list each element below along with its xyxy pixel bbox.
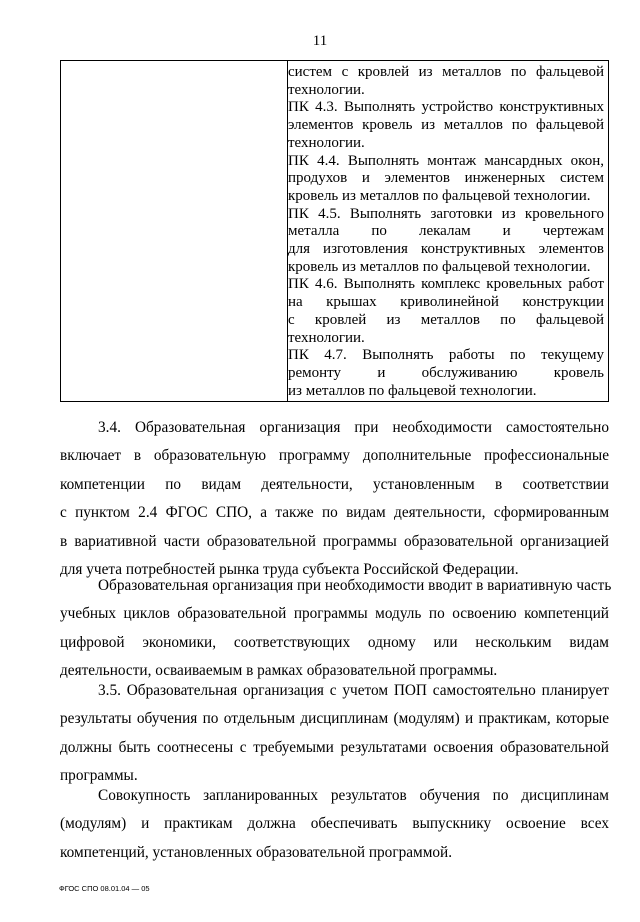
- competency-line: ПК 4.4. Выполнять монтаж мансардных окон,: [288, 152, 604, 169]
- competency-item: [288, 99, 604, 152]
- competency-item: [288, 206, 604, 277]
- competency-line: ПК 4.7. Выполнять работы по текущему: [288, 347, 604, 364]
- competency-line: ПК 4.6. Выполнять комплекс кровельных работ: [288, 276, 604, 293]
- paragraph-line: Образовательная организация при необходимости вводит в вариативную часть: [98, 577, 612, 594]
- competency-line: с кровлей из металлов по фальцевой: [288, 311, 604, 328]
- competency-line: элементов кровель из металлов по фальцевой: [288, 117, 604, 134]
- competency-line: технологии.: [288, 329, 365, 346]
- paragraph-line: компетенции по видам деятельности, установленным в соответствии: [60, 475, 609, 493]
- paragraph-line: 3.5. Образовательная организация с учетом ПОП самостоятельно планирует: [98, 682, 609, 699]
- competency-item: [288, 64, 604, 99]
- competency-line: ПК 4.3. Выполнять устройство конструктивных: [288, 99, 604, 116]
- paragraph-line: в вариативной части образовательной программы образовательной организацией: [60, 532, 609, 550]
- paragraph-line: компетенций, установленных образовательной программой.: [60, 843, 453, 861]
- competency-line: систем с кровлей из металлов по фальцевой: [288, 64, 604, 80]
- competency-line: продухов и элементов инженерных систем: [288, 170, 604, 187]
- paragraph-line: деятельности, осваиваемым в рамках образовательной программы.: [60, 662, 498, 680]
- competency-line: технологии.: [288, 81, 365, 98]
- competency-line: из металлов по фальцевой технологии.: [288, 382, 537, 399]
- table-right-cell: [288, 64, 604, 400]
- competency-item: [288, 276, 604, 347]
- competency-line: кровель из металлов по фальцевой технологии.: [288, 187, 591, 204]
- competency-table: [60, 60, 609, 402]
- competency-line: кровель из металлов по фальцевой технологии.: [288, 258, 591, 275]
- footer-doc-code: ФГОС СПО 08.01.04 — 05: [59, 884, 150, 893]
- paragraph-3-4: [60, 414, 609, 584]
- paragraph-line: (модулям) и практикам должна обеспечивать выпускнику освоение всех: [60, 815, 609, 833]
- competency-item: [288, 153, 604, 206]
- competency-line: ремонту и обслуживанию кровель: [288, 364, 604, 381]
- paragraph-line: для учета потребностей рынка труда субъекта Российской Федерации.: [60, 561, 519, 579]
- paragraph-line: цифровой экономики, соответствующих одному или нескольким видам: [60, 633, 609, 651]
- competency-item: [288, 347, 604, 400]
- competency-line: металла по лекалам и чертежам: [288, 223, 604, 240]
- competency-line: на крышах криволинейной конструкции: [288, 294, 604, 311]
- paragraph-3-5: [60, 677, 609, 791]
- paragraph-totality: [60, 782, 609, 867]
- paragraph-line: включает в образовательную программу дополнительные профессиональные: [60, 447, 609, 465]
- competency-line: для изготовления конструктивных элементов: [288, 241, 604, 258]
- paragraph-line: должны быть соотнесены с требуемыми результатами освоения образовательной: [60, 738, 609, 756]
- paragraph-digital-economy: [60, 572, 612, 686]
- competency-line: технологии.: [288, 134, 365, 151]
- paragraph-line: 3.4. Образовательная организация при необходимости самостоятельно: [98, 419, 609, 436]
- paragraph-line: учебных циклов образовательной программы модуль по освоению компетенций: [60, 605, 609, 623]
- paragraph-line: программы.: [60, 767, 138, 785]
- paragraph-line: результаты обучения по отдельным дисциплинам (модулям) и практикам, которые: [60, 710, 609, 728]
- page-number: 11: [312, 33, 328, 49]
- paragraph-line: Совокупность запланированных результатов обучения по дисциплинам: [98, 787, 609, 804]
- paragraph-line: с пунктом 2.4 ФГОС СПО, а также по видам деятельности, сформированным: [60, 504, 609, 522]
- table-left-cell: [61, 61, 288, 401]
- competency-line: ПК 4.5. Выполнять заготовки из кровельного: [288, 205, 604, 222]
